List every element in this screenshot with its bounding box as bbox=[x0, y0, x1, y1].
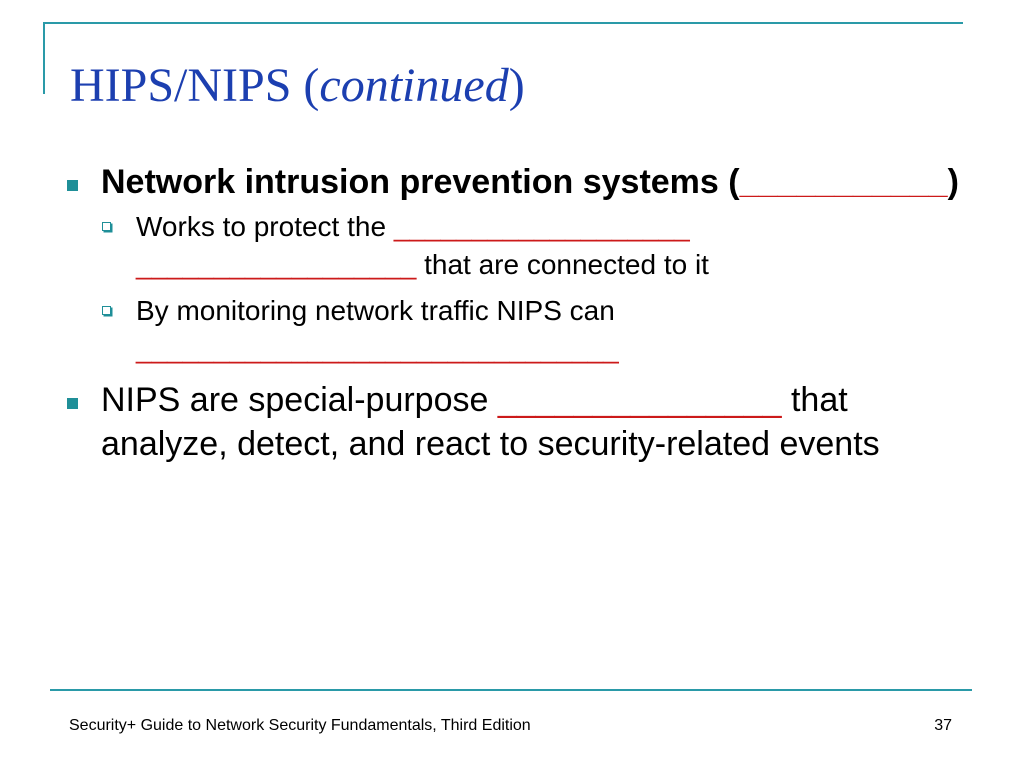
bullet-text: NIPS are special-purpose bbox=[101, 381, 498, 419]
fill-in-blank: ___________________ bbox=[393, 211, 690, 242]
bullet-text: Network intrusion prevention systems ( bbox=[101, 163, 740, 201]
sub-bullet-text: By monitoring network traffic NIPS can bbox=[136, 295, 615, 326]
slide-title bbox=[70, 58, 525, 114]
sub-bullet-text: Works to protect the bbox=[136, 211, 394, 242]
footer-rule bbox=[50, 689, 972, 691]
fill-in-blank: ___________ bbox=[739, 163, 948, 201]
hollow-square-bullet-icon bbox=[102, 222, 111, 231]
bullet-nips-special-purpose bbox=[60, 378, 970, 466]
footer-text: Security+ Guide to Network Security Fundamentals, Third Edition bbox=[69, 717, 531, 734]
page-number: 37 bbox=[934, 717, 952, 734]
sub-bullet-text-suffix: that are connected to it bbox=[416, 249, 709, 280]
fill-in-blank: __________________ bbox=[136, 249, 417, 280]
fill-in-blank: _______________ bbox=[497, 381, 782, 419]
frame-left-rule bbox=[43, 22, 45, 94]
bullet-text-suffix: ) bbox=[947, 163, 959, 201]
square-bullet-icon bbox=[67, 180, 78, 191]
hollow-square-bullet-icon bbox=[102, 306, 111, 315]
title-close: ) bbox=[508, 59, 525, 112]
title-italic: continued bbox=[319, 59, 509, 112]
fill-in-blank: _______________________________ bbox=[136, 333, 619, 364]
slide-content bbox=[60, 160, 970, 470]
sub-bullet-protect bbox=[136, 208, 970, 284]
frame-top-rule bbox=[43, 22, 963, 24]
square-bullet-icon bbox=[67, 398, 78, 409]
bullet-text-suffix: that analyze, detect, and react to security-related events bbox=[101, 381, 880, 463]
bullet-nips-systems bbox=[60, 160, 970, 204]
title-main: HIPS/NIPS ( bbox=[70, 59, 320, 112]
sub-bullet-monitoring bbox=[136, 292, 970, 368]
